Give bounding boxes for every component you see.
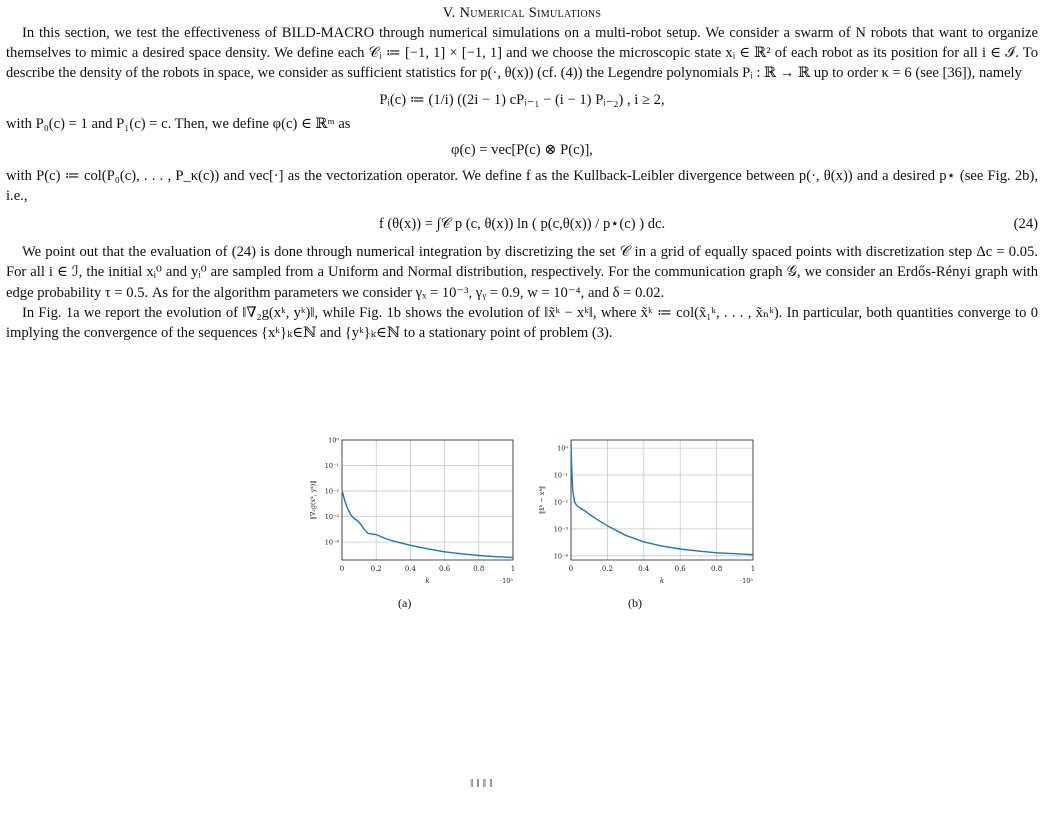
- x-scale-note: ·10⁵: [740, 577, 753, 585]
- x-tick-label: 0.8: [473, 565, 485, 573]
- paragraph-kl-def: with P(c) ≔ col(P₀(c), . . . , P_κ(c)) and vec[·] as the vectorization operator. We define f as the Kullback-Leibler divergence between p(·, θ(x)) and a desired p⋆ (see Fig. 2b), i.e.,: [6, 167, 1038, 205]
- figure-a-caption: (a): [398, 596, 412, 610]
- x-tick-label: 1: [750, 565, 756, 573]
- equation-legendre: Pᵢ(c) ≔ (1/i) ((2i − 1) cPᵢ₋₁ − (i − 1) Pᵢ₋₂) , i ≥ 2,: [379, 91, 665, 108]
- x-scale-note: ·10⁵: [500, 577, 513, 585]
- y-tick-label: 10⁻²: [553, 498, 568, 507]
- paragraph-intro: In this section, we test the effectiveness of BILD-MACRO through numerical simulations on a multi-robot setup. We consider a swarm of N robots that want to organize themselves to mimic a desired space density. We define each 𝒞ᵢ ≔ [−1, 1] × [−1, 1] and we choose the microscopic state xᵢ ∈ ℝ² of each robot as its position for all i ∈ ℐ. To describe the density of the robots in space, we consider as sufficient statistics for p(·, θ(x)) (cf. (4)) the Legendre polynomials Pᵢ : ℝ → ℝ up to order κ = 6 (see [36]), namely: [6, 25, 1038, 82]
- paragraph-setup: We point out that the evaluation of (24) is done through numerical integration by discretizing the set 𝒞 in a grid of equally spaced points with discretization step Δc = 0.05. For all i ∈ ℐ, the initial xᵢ⁰ and yᵢ⁰ are sampled from a Uniform and Normal distribution, respectively. For the communication graph 𝒢, we consider an Erdős-Rényi graph with edge probability τ = 0.5. As for the algorithm parameters we consider γₓ = 10⁻³, γᵧ = 0.9, w = 10⁻⁴, and δ = 0.02.: [6, 244, 1038, 301]
- x-tick-label: 1: [510, 565, 516, 573]
- figure-b-caption: (b): [628, 596, 642, 610]
- x-tick-label: 0.4: [404, 565, 416, 573]
- chart-a: [300, 432, 525, 592]
- y-tick-label: 10⁰: [328, 436, 339, 445]
- figure-panel: [0, 432, 1032, 772]
- x-tick-label: 0: [568, 565, 574, 573]
- y-tick-label: 10⁰: [557, 444, 568, 453]
- section-title: V. Numerical Simulations: [442, 5, 602, 21]
- y-tick-label: 10⁻²: [324, 487, 339, 496]
- y-axis-label: ‖∇₂g(xᵏ, yᵏ)‖: [309, 480, 317, 520]
- figure-a: [300, 432, 525, 597]
- equation-number: (24): [1013, 216, 1038, 233]
- chart-b: [530, 432, 760, 592]
- paragraph-phi-def: with P₀(c) = 1 and P₁(c) = c. Then, we define φ(c) ∈ ℝᵐ as: [6, 115, 351, 132]
- plot-frame: [571, 440, 753, 560]
- x-tick-label: 0.4: [638, 565, 650, 573]
- y-tick-label: 10⁻⁴: [324, 538, 339, 547]
- data-series-line: [342, 491, 513, 557]
- paragraph-results: In Fig. 1a we report the evolution of ‖∇₂g(xᵏ, yᵏ)‖, while Fig. 1b shows the evolution of ‖x̃ᵏ − xᵏ‖, where x̃ᵏ ≔ col(x̃₁ᵏ, . . . , x̃ₙᵏ). In particular, both quantities converge to 0 implying the convergence of the sequences {xᵏ}ₖ∈ℕ and {yᵏ}ₖ∈ℕ to a stationary point of problem (3).: [6, 304, 1038, 342]
- y-tick-label: 10⁻³: [553, 525, 568, 534]
- data-series-line: [571, 443, 753, 554]
- y-tick-label: 10⁻¹: [324, 462, 339, 471]
- x-tick-label: 0.6: [439, 565, 451, 573]
- y-tick-label: 10⁻¹: [553, 471, 568, 480]
- x-tick-label: 0.2: [601, 565, 613, 573]
- equation-kl: f (θ(x)) = ∫𝒞 p (c, θ(x)) ln ( p(c,θ(x)) / p⋆(c) ) dc. (24): [378, 216, 1038, 233]
- figure-b: [530, 432, 760, 597]
- y-tick-label: 10⁻⁴: [553, 552, 568, 561]
- equation-phi: φ(c) = vec[P(c) ⊗ P(c)],: [451, 141, 593, 158]
- x-tick-label: 0.2: [370, 565, 382, 573]
- x-axis-label: k: [425, 577, 430, 585]
- x-tick-label: 0.6: [674, 565, 686, 573]
- x-tick-label: 0: [339, 565, 345, 573]
- paper-page: [6, 0, 1038, 343]
- y-axis-label: ‖x̃ᵏ − xᵏ‖: [538, 485, 546, 515]
- y-tick-label: 10⁻³: [324, 513, 339, 522]
- x-axis-label: k: [659, 577, 665, 585]
- x-tick-label: 0.8: [711, 565, 723, 573]
- figure-caption-partial: ‖ ‖ ‖ ‖: [470, 776, 493, 790]
